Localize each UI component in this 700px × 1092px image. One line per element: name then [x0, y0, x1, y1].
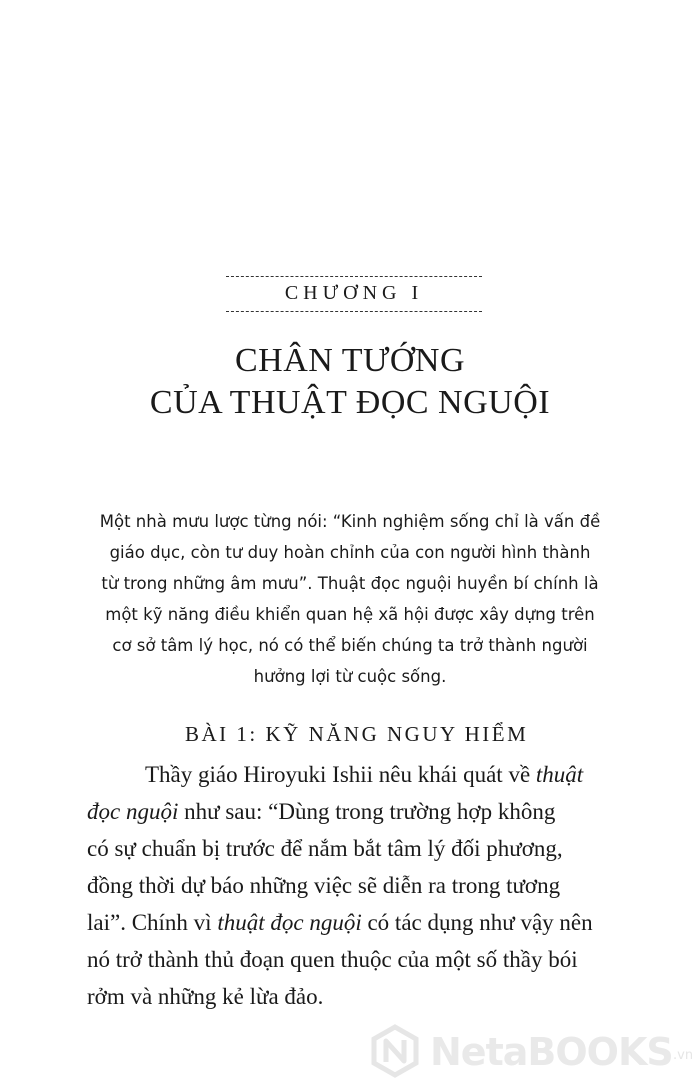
intro-line: từ trong những âm mưu”. Thuật đọc nguội huyền bí chính là: [101, 574, 599, 593]
body-text: lai”. Chính vì: [87, 910, 218, 935]
body-text: có tác dụng như vậy nên: [361, 910, 593, 935]
body-text: như sau: “Dùng trong trường hợp không: [178, 799, 556, 824]
chapter-title-line-1: CHÂN TƯỚNG: [234, 342, 466, 379]
body-line: nó trở thành thủ đoạn quen thuộc của một số thầy bói: [87, 947, 578, 972]
intro-line: cơ sở tâm lý học, nó có thể biến chúng ta trở thành người: [112, 636, 588, 655]
body-italic-text: thuật: [535, 762, 584, 787]
body-text: Thầy giáo Hiroyuki Ishii nêu khái quát về: [145, 762, 536, 787]
intro-line: hưởng lợi từ cuộc sống.: [253, 667, 447, 686]
body-line: rởm và những kẻ lừa đảo.: [87, 984, 324, 1009]
body-line: [145, 762, 583, 788]
body-line: [87, 910, 593, 936]
body-italic-text: thuật đọc nguội: [217, 910, 362, 935]
netabooks-watermark: [368, 1022, 700, 1082]
chapter-title-line-2: CỦA THUẬT ĐỌC NGUỘI: [149, 384, 551, 421]
body-italic-text: đọc nguội: [87, 799, 179, 824]
chapter-label: CHƯƠNG I: [284, 282, 424, 304]
intro-line: giáo dục, còn tư duy hoàn chỉnh của con người hình thành: [109, 543, 591, 562]
watermark-suffix: .vn: [673, 1048, 694, 1063]
body-line: [87, 799, 555, 825]
body-line: đồng thời dự báo những việc sẽ diễn ra trong tương: [87, 873, 561, 898]
intro-line: Một nhà mưu lược từng nói: “Kinh nghiệm sống chỉ là vấn đề: [99, 512, 601, 531]
chapter-label-box: [226, 276, 482, 312]
lesson-title: BÀI 1: KỸ NĂNG NGUY HIỂM: [185, 722, 529, 746]
intro-line: một kỹ năng điều khiển quan hệ xã hội được xây dựng trên: [105, 605, 595, 624]
body-line: có sự chuẩn bị trước để nắm bắt tâm lý đối phương,: [87, 836, 563, 861]
netabooks-logo-icon: [368, 1024, 422, 1082]
watermark-brand: NetaBOOKS: [430, 1030, 673, 1074]
